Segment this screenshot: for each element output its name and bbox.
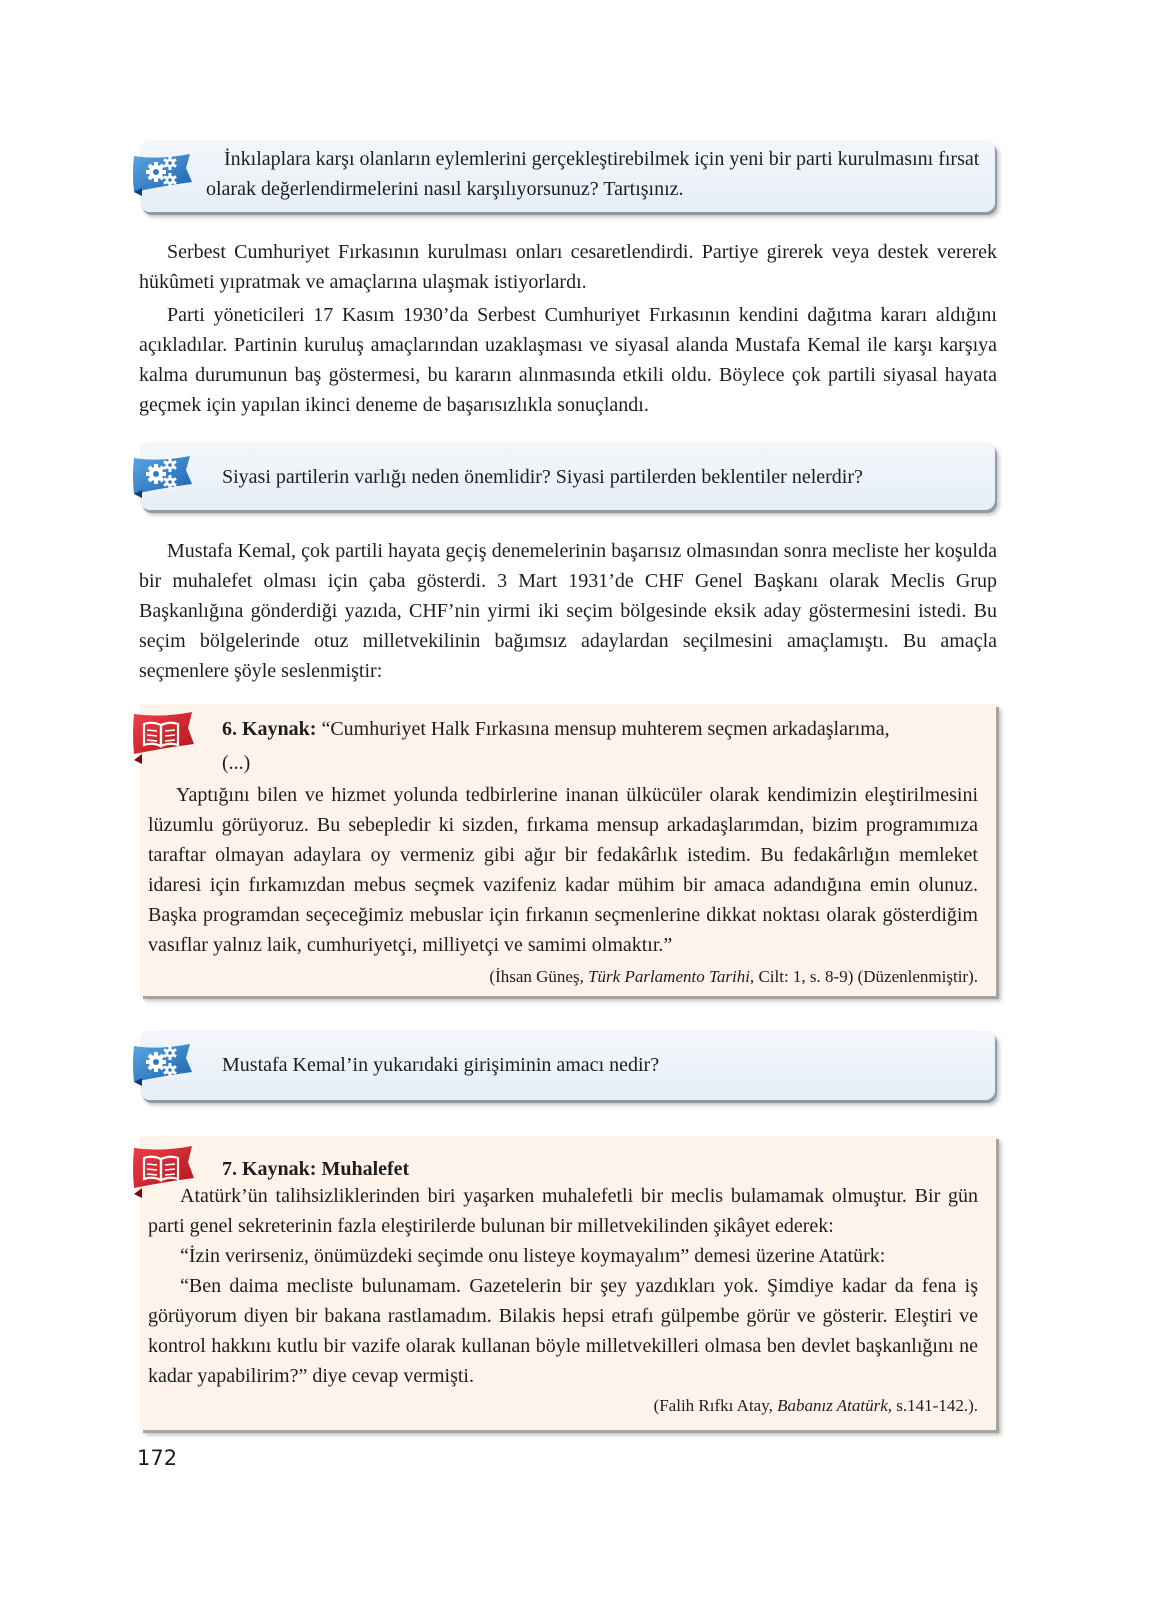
source-label: 6. Kaynak: bbox=[222, 718, 317, 740]
gears-icon bbox=[130, 1034, 194, 1094]
book-icon bbox=[130, 708, 196, 768]
ellipsis: (...) bbox=[222, 752, 251, 774]
question-text: Mustafa Kemal’in yukarıdaki girişiminin amacı nedir? bbox=[222, 1054, 660, 1076]
paragraph: Atatürk’ün talihsizliklerinden biri yaşarken muhalefetli bir meclis bulamamak olmuştur. Bir gün parti genel sekreterinin fazla eleştirilerde bulunan bir milletvekilinden şikâyet ederek: bbox=[148, 1185, 978, 1237]
question-text: Siyasi partilerin varlığı neden önemlidir? Siyasi partilerden beklentiler nelerdir? bbox=[222, 466, 863, 488]
source-box bbox=[140, 1136, 996, 1430]
body-text bbox=[139, 536, 997, 686]
gears-icon bbox=[130, 144, 194, 204]
paragraph: Serbest Cumhuriyet Fırkasının kurulması onları cesaretlendirdi. Partiye girerek veya destek vererek hükûmeti yıpratmak ve amaçlarına ulaşmak istiyorlardı. bbox=[139, 241, 997, 293]
paragraph: “İzin verirseniz, önümüzdeki seçimde onu listeye koymayalım” demesi üzerine Atatürk: bbox=[180, 1245, 886, 1267]
paragraph: Parti yöneticileri 17 Kasım 1930’da Serbest Cumhuriyet Fırkasının kendini dağıtma kararı aldığını açıkladılar. Partinin kuruluş amaçlarından uzaklaşması ve siyasal alanda Mustafa Kemal ile karşı karşıya kalma durumunun baş göstermesi, bu kararın alınmasında etkili oldu. Böylece çok partili siyasal hayata geçmek için yapılan ikinci deneme de başarısızlıkla sonuçlandı. bbox=[139, 304, 997, 416]
citation: (İhsan Güneş, Türk Parlamento Tarihi, Cilt: 1, s. 8-9) (Düzenlenmiştir). bbox=[489, 967, 978, 986]
question-text: İnkılaplara karşı olanların eylemlerini gerçekleştirebilmek için yeni bir parti kurulmasını fırsat olarak değerlendirmelerini nasıl karşılıyorsunuz? Tartışınız. bbox=[206, 148, 980, 200]
gears-icon bbox=[130, 446, 194, 506]
discussion-question-box bbox=[140, 1030, 995, 1100]
citation-book-title: Babanız Atatürk, bbox=[777, 1396, 893, 1415]
source-body: Yaptığını bilen ve hizmet yolunda tedbirlerine inanan ülkücüler olarak kendimizin eleştirilmesini lüzumlu görüyoruz. Bu sebepledir ki sizden, fırkama mensup arkadaşlarımdan, bizim programımıza taraftar olmayan adaylara oy vermeniz gibi ağır bir fedakârlık istedim. Bu fedakârlığın memleket idaresi için fırkamızdan mebus seçmek vazifeniz kadar mühim bir amaca adandığına emin olunuz. Başka programdan seçeceğimiz mebuslar için fırkanın seçmenlerine dikkat noktası olarak gösterdiğim vasıflar yalnız laik, cumhuriyetçi, milliyetçi ve samimi olmaktır.” bbox=[148, 784, 978, 956]
citation-book-title: Türk Parlamento Tarihi, bbox=[588, 967, 755, 986]
citation: (Falih Rıfkı Atay, Babanız Atatürk, s.141-142.). bbox=[653, 1396, 978, 1415]
paragraph: “Ben daima mecliste bulunamam. Gazetelerin bir şey yazdıkları yok. Şimdiye kadar da fena iş görüyorum diyen bir bakana rastlamadım. Bilakis hepsi etrafı gülpembe görür ve gösterir. Eleştiri ve kontrol hakkını kutlu bir vazife olarak kullanan böyle milletvekilleri olmasa ben devlet başkanlığını ne kadar yapabilirim?” diye cevap vermişti. bbox=[148, 1275, 978, 1387]
source-box bbox=[140, 704, 996, 996]
discussion-question-box bbox=[140, 442, 995, 510]
source-title: 7. Kaynak: Muhalefet bbox=[222, 1158, 410, 1180]
body-text bbox=[139, 237, 997, 420]
source-intro: “Cumhuriyet Halk Fırkasına mensup muhterem seçmen arkadaşlarıma, bbox=[321, 718, 890, 740]
page-number: 172 bbox=[137, 1446, 178, 1470]
discussion-question-box bbox=[140, 140, 995, 212]
paragraph: Mustafa Kemal, çok partili hayata geçiş denemelerinin başarısız olmasından sonra mecliste her koşulda bir muhalefet olması için çaba gösterdi. 3 Mart 1931’de CHF Genel Başkanı olarak Meclis Grup Başkanlığına gönderdiği yazıda, CHF’nin yirmi iki seçim bölgesinde eksik aday göstermesini istedi. Bu seçim bölgelerinde otuz milletvekilinin bağımsız adaylardan seçilmesini amaçlamıştı. Bu amaçla seçmenlere şöyle seslenmiştir: bbox=[139, 540, 997, 682]
book-icon bbox=[130, 1142, 196, 1202]
